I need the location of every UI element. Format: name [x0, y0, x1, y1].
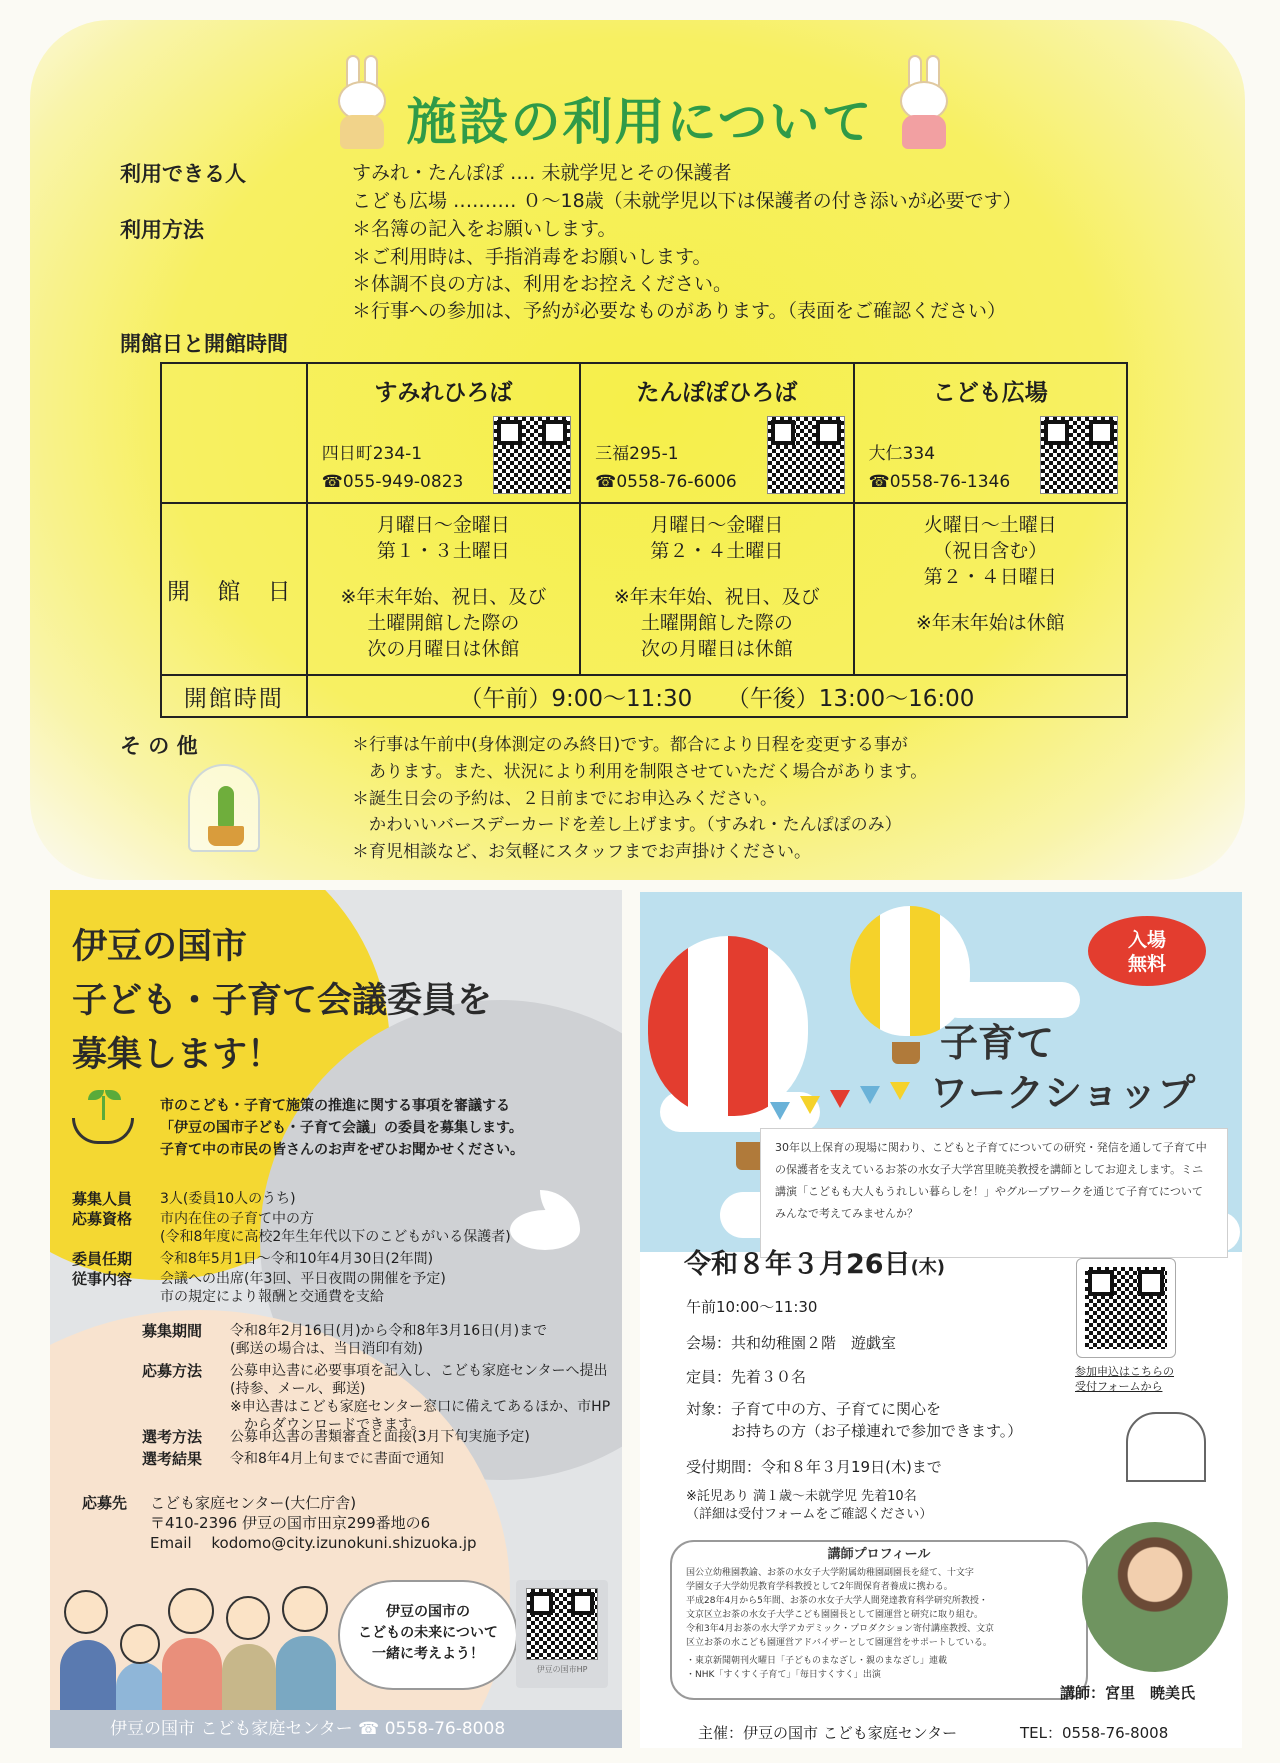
speech-bubble: 伊豆の国市の こどもの未来について 一緒に考えよう！: [338, 1580, 518, 1690]
table-corner-cell: [161, 363, 307, 503]
open-days-cell: 月曜日～金曜日 第１・３土曜日 ※年末年始、祝日、及び 土曜開館した際の 次の月曜日は休館: [307, 503, 580, 675]
other-line: あります。また、状況により利用を制限させていただく場合があります。: [352, 762, 928, 782]
qr-code-icon[interactable]: [1040, 416, 1118, 494]
users-label: 利用できる人: [120, 162, 246, 186]
users-line-2: こども広場 ‥‥‥‥‥ ０～18歳（未就学児以下は保護者の付き添いが必要です）: [352, 190, 1022, 212]
family-illustration: [50, 1580, 350, 1710]
workshop-target: お持ちの方（お子様連れで参加できます。）: [686, 1422, 1023, 1440]
qr-code-icon[interactable]: [767, 416, 845, 494]
row-label-open-days: 開 館 日: [161, 503, 307, 675]
facility-address: 三福295-1 ☎0558-76-6006: [595, 440, 737, 496]
open-days-cell: 月曜日～金曜日 第２・４土曜日 ※年末年始、祝日、及び 土曜開館した際の 次の月曜日は休館: [580, 503, 853, 675]
facility-phone: ☎0558-76-6006: [595, 472, 737, 492]
lecturer-name: 講師：宮里 暁美氏: [1060, 1684, 1196, 1702]
sprout-hand-icon: [72, 1090, 142, 1150]
dove-illustration: [490, 1190, 600, 1270]
method-line: ＊体調不良の方は、利用をお控えください。: [352, 273, 733, 295]
yellow-balloon-illustration: [850, 906, 970, 1036]
workshop-deadline: 受付期間：令和８年３月19日(木)まで: [686, 1458, 942, 1476]
facility-address: 大仁334 ☎0558-76-1346: [869, 440, 1011, 496]
workshop-description: 30年以上保育の現場に関わり、こどもと子育てについての研究・発信を通して子育て中の保護者を支えているお茶の水女子大学宮里暁美教授を講師としてお迎えします。ミニ講演「こどもも大人もうれしい暮らしを！」やグループワークを通じて子育てについてみんなで考えてみませんか？: [760, 1128, 1228, 1258]
recruit-title: 伊豆の国市 子ども・子育て会議委員を 募集します！: [72, 927, 493, 1075]
page-title: 施設の利用について: [406, 93, 874, 151]
open-hours-cell: （午前）9:00～11:30 （午後）13:00～16:00: [307, 675, 1127, 717]
facility-name: こども広場: [932, 380, 1048, 406]
workshop-panel: [640, 892, 1242, 1748]
method-label: 利用方法: [120, 218, 204, 242]
facility-cell: [580, 363, 853, 503]
facility-address: 四日町234-1 ☎055-949-0823: [322, 440, 464, 496]
qr-code-icon[interactable]: [526, 1588, 598, 1660]
workshop-phone: TEL：0558-76-8008: [1020, 1724, 1169, 1742]
method-line: ＊名簿の記入をお願いします。: [352, 218, 617, 240]
users-line-1: すみれ・たんぽぽ ‥‥ 未就学児とその保護者: [352, 162, 732, 184]
qr-code-icon[interactable]: [493, 416, 571, 494]
hours-section-label: 開館日と開館時間: [120, 332, 288, 356]
facility-name: すみれひろば: [374, 380, 513, 406]
cactus-illustration: [188, 764, 260, 852]
city-hp-qr[interactable]: 伊豆の国市HP: [516, 1580, 608, 1688]
recruit-panel: 伊豆の国市 子ども・子育て会議委員を 募集します！ 市のこども・子育て施策の推進に関する事項を審議する 「伊豆の国市子ども・子育て会議」の委員を募集します。 子育て中の市民の皆さんのお声をぜひお聞かせください。 募集人員 3人(委員10人のうち) 応募資格 市内在住の子育て中の方 (令和8年度に高校2年生年代以下のこどもがいる保護者) 委員任期 令和8年5月1日～令和10年4月30日(2年間) 従事内容 会議への出席(年3回、平日夜間の開催を予定) 市の規定により報酬と交通費を支給 募集期間 令和8年2月16日(月)から令和8年3月16日(月)まで (郵送の場合は、当日消印有効) 応募方法 公募申込書に必要事項を記入し、こども家庭センターへ提出 (持参、メール、郵送) ※申込書はこども家庭センター窓口に備えてあるほか、市HP からダウンロードできます。 選考方法 公募申込書の書類審査と面接(3月下旬実施予定) 選考結果 令和8年4月上旬までに書面で通知 応募先 こども家庭センター(大仁庁舎) 〒410-2396 伊豆の国市田京299番地の6 Email kodomo@city.izunokuni.shizuoka.jp 伊豆の国市の こどもの未来について 一緒に考えよう！ 伊豆の国市HP 伊豆の国市 こども家庭センター ☎ 0558-76-8008: [50, 890, 622, 1748]
application-form-qr[interactable]: [1076, 1258, 1176, 1358]
other-line: ＊行事は午前中(身体測定のみ終日)です。都合により日程を変更する事が: [352, 735, 908, 755]
facility-phone: ☎055-949-0823: [321, 472, 464, 492]
free-entry-badge: 入場 無料: [1088, 916, 1206, 986]
open-days-cell: 火曜日～土曜日 （祝日含む） 第２・４日曜日 ※年末年始は休館: [854, 503, 1127, 675]
childcare-note: ※託児あり 満１歳～未就学児 先着10名: [686, 1489, 917, 1504]
row-label-open-hours: 開館時間: [161, 675, 307, 717]
workshop-date: 令和８年３月26日(木): [684, 1249, 946, 1280]
profile-heading: 講師プロフィール: [827, 1547, 931, 1562]
application-form-link[interactable]: 参加申込はこちらの 受付フォームから: [1075, 1365, 1174, 1393]
childcare-note: （詳細は受付フォームをご確認ください）: [686, 1507, 933, 1522]
method-line: ＊ご利用時は、手指消毒をお願いします。: [352, 246, 712, 268]
facility-cell: [854, 363, 1127, 503]
other-line: ＊誕生日会の予約は、２日前までにお申込みください。: [352, 789, 777, 809]
workshop-time: 午前10:00～11:30: [686, 1298, 818, 1316]
other-line: かわいいバースデーカードを差し上げます。（すみれ・たんぽぽのみ）: [352, 815, 902, 835]
lecturer-photo: [1082, 1522, 1228, 1672]
workshop-venue: 会場：共和幼稚園２階 遊戯室: [686, 1334, 897, 1352]
facility-cell: [307, 363, 580, 503]
workshop-host: 主催：伊豆の国市 こども家庭センター: [698, 1724, 958, 1742]
lecturer-profile: 講師プロフィール 国公立幼稚園教諭、お茶の水女子大学附属幼稚園副園長を経て、十文字 学園女子大学幼児教育学科教授として2年間保育者養成に携わる。 平成28年4月から5年間、お茶の水女子大学人間発達教育科学研究所教授・ 文京区立お茶の水女子大学こども園園長として園運営と研究に取り組む。 令和3年4月お茶の水大学アカデミック・プロダクション寄付講座教授、文京 区立お茶の水こども園運営アドバイザーとして園運営をサポートしている。 ・東京新聞朝刊火曜日「子どものまなざし・親のまなざし」連載 ・NHK「すくすく子育て」「毎日すくすく」出演: [670, 1540, 1088, 1700]
workshop-title: 子育て ワークショップ: [930, 1021, 1196, 1115]
email-link[interactable]: Email kodomo@city.izunokuni.shizuoka.jp: [150, 1534, 477, 1552]
workshop-capacity: 定員：先着３０名: [686, 1368, 807, 1386]
method-line: ＊行事への参加は、予約が必要なものがあります。（表面をご確認ください）: [352, 300, 1006, 322]
other-line: ＊育児相談など、お気軽にスタッフまでお声掛けください。: [352, 842, 811, 862]
recruit-footer: 伊豆の国市 こども家庭センター ☎ 0558-76-8008: [50, 1710, 622, 1748]
qr-code-icon[interactable]: [1085, 1267, 1167, 1349]
hours-table: [160, 362, 1128, 718]
workshop-target: 対象：子育て中の方、子育てに関心を: [686, 1400, 942, 1418]
recruit-intro: 市のこども・子育て施策の推進に関する事項を審議する 「伊豆の国市子ども・子育て会議」の委員を募集します。 子育て中の市民の皆さんのお声をぜひお聞かせください。: [160, 1098, 524, 1158]
house-illustration: [1126, 1412, 1206, 1482]
facility-name: たんぽぽひろば: [636, 380, 798, 406]
other-label: そ の 他: [120, 734, 198, 758]
facility-phone: ☎0558-76-1346: [868, 472, 1011, 492]
